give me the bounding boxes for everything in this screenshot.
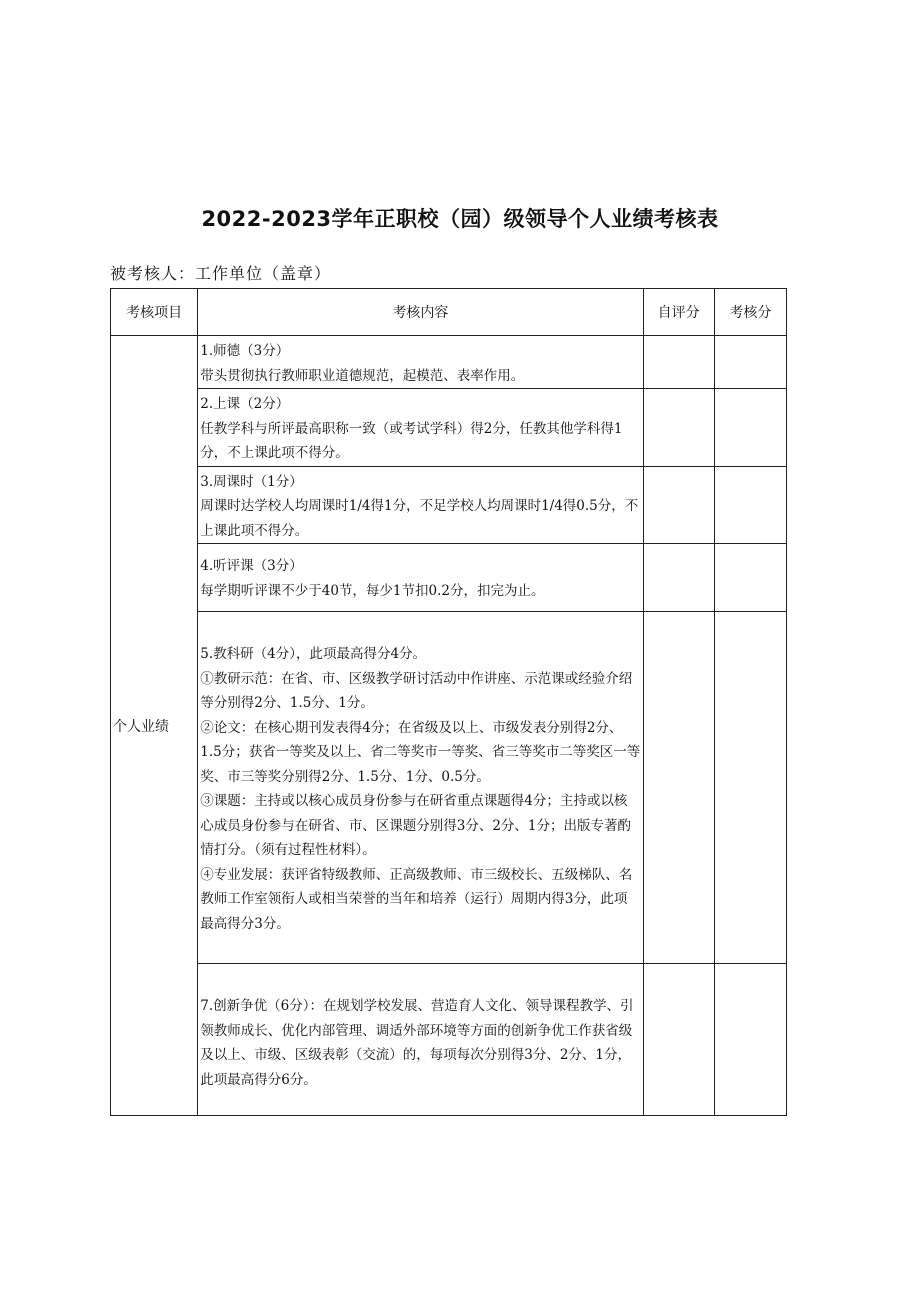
content-cell-lesson-review [198,544,643,612]
content-line: 7.创新争优（6分）：在规划学校发展、营造育人文化、领导课程教学、引领教师成长、优化内部管理、调适外部环境等方面的创新争优工作获省级及以上、市级、区级表彰（交流）的，每项每次分别得3分、2分、1分，此项最高得分6分。 [200,998,634,1088]
content-line: 1.师德（3分） [200,343,290,359]
content-line: ④专业发展：获评省特级教师、正高级教师、市三级校长、五级梯队、名教师工作室领衔人或相当荣誉的当年和培养（运行）周期内得3分，此项最高得分3分。 [200,866,633,932]
content-cell-research [198,612,643,964]
content-cell-teaching [198,389,643,467]
self-score-cell[interactable] [643,964,714,1116]
category-cell: 个人业绩 [111,336,198,1116]
header-self-score: 自评分 [643,289,714,336]
subject-line: 被考核人：工作单位（盖章） [110,264,332,283]
table-row [111,964,787,1116]
content-line: 周课时达学校人均周课时1/4得1分，不足学校人均周课时1/4得0.5分，不上课此项不得分。 [200,498,639,539]
check-score-cell[interactable] [714,612,786,964]
self-score-cell[interactable] [643,612,714,964]
content-line: 2.上课（2分） [200,396,290,412]
check-score-cell[interactable] [714,544,786,612]
content-line: 任教学科与所评最高职称一致（或考试学科）得2分，任教其他学科得1分，不上课此项不得分。 [200,420,623,461]
header-check-score: 考核分 [714,289,786,336]
table-row [111,336,787,389]
self-score-cell[interactable] [643,336,714,389]
check-score-cell[interactable] [714,336,786,389]
content-line: ③课题：主持或以核心成员身份参与在研省重点课题得4分；主持或以核心成员身份参与在研省、市、区课题分别得3分、2分、1分；出版专著酌情打分。（须有过程性材料）。 [200,793,632,858]
self-score-cell[interactable] [643,466,714,544]
check-score-cell[interactable] [714,964,786,1116]
content-line: ②论文：在核心期刊发表得4分；在省级及以上、市级发表分别得2分、1.5分；获省一等奖及以上、省二等奖市一等奖、省三等奖市二等奖区一等奖、市三等奖分别得2分、1.5分、1分、0.5分。 [200,719,641,785]
assessment-table [110,288,787,1116]
table-row [111,389,787,467]
content-cell-innovation [198,964,643,1116]
content-line: 5.教科研（4分），此项最高得分4分。 [200,646,427,662]
document-title: 2022-2023学年正职校（园）级领导个人业绩考核表 [201,207,719,231]
table-header-row [111,289,787,336]
content-cell-weekly-hours [198,466,643,544]
content-line: 带头贯彻执行教师职业道德规范，起模范、表率作用。 [200,367,525,384]
self-score-cell[interactable] [643,389,714,467]
content-line: 4.听评课（3分） [200,558,303,574]
content-line: 每学期听评课不少于40节，每少1节扣0.2分，扣完为止。 [200,582,545,599]
header-content: 考核内容 [198,289,643,336]
table-row [111,612,787,964]
check-score-cell[interactable] [714,466,786,544]
content-line: 3.周课时（1分） [200,473,303,490]
table-row [111,466,787,544]
content-cell-ethics [198,336,643,389]
table-row [111,544,787,612]
header-item: 考核项目 [111,289,198,336]
check-score-cell[interactable] [714,389,786,467]
self-score-cell[interactable] [643,544,714,612]
content-line: ①教研示范：在省、市、区级教学研讨活动中作讲座、示范课或经验介绍等分别得2分、1.5分、1分。 [200,670,633,711]
